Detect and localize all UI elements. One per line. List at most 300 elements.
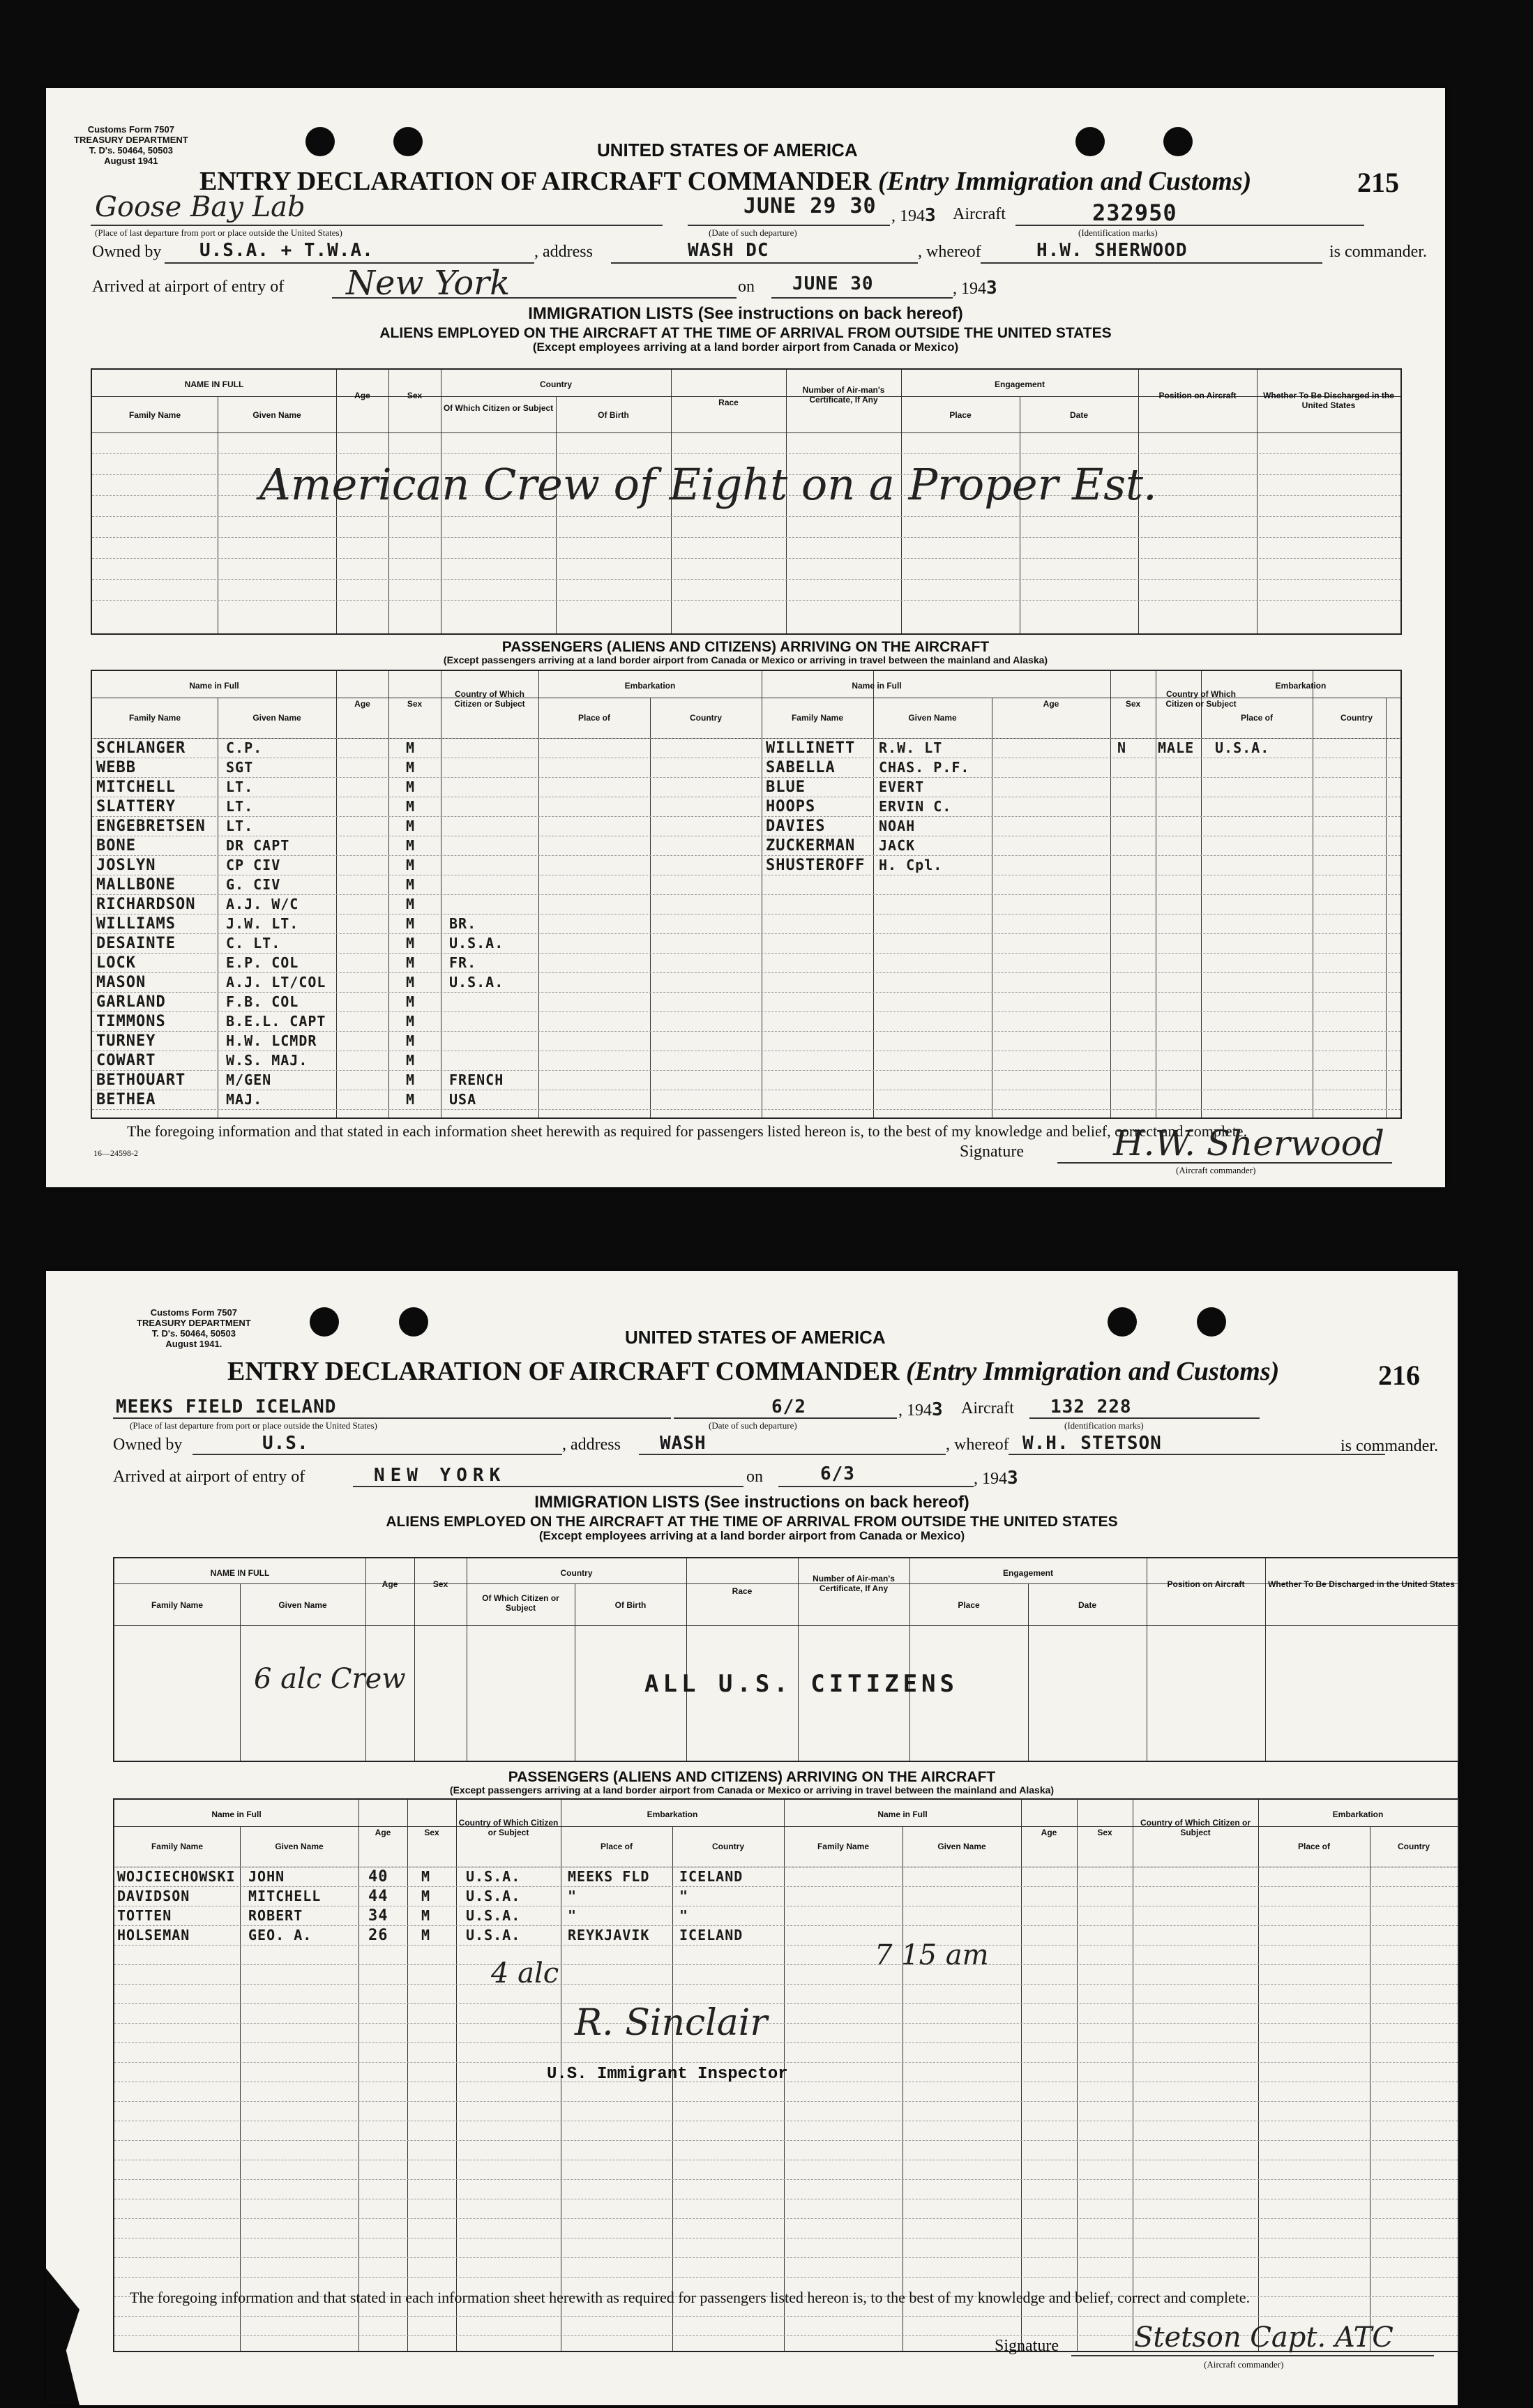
passenger-sex: M	[406, 876, 416, 893]
row-divider	[92, 953, 1400, 954]
row-divider	[114, 1886, 1458, 1887]
passenger-sex: M	[406, 759, 416, 776]
passenger-given-name: EVERT	[879, 778, 925, 795]
commander-name: H.W. SHERWOOD	[1036, 240, 1188, 261]
p-col-name-in-full: Name in Full	[189, 681, 239, 691]
p-col-given-2: Given Name	[937, 1842, 986, 1851]
p-col-place-2: Place of	[1297, 1842, 1331, 1851]
is-commander-label: is commander.	[1329, 243, 1427, 261]
form-title-paren: (Entry Immigration and Customs)	[905, 1357, 1280, 1386]
passenger-embark-country: ICELAND	[679, 1868, 743, 1885]
row-divider	[92, 972, 1400, 973]
aircraft-caption: (Identification marks)	[1064, 1420, 1144, 1431]
passenger-given-name: LT.	[226, 818, 254, 834]
row-divider	[114, 2257, 1458, 2258]
passenger-family-name: WILLINETT	[766, 739, 856, 757]
p-col-name-in-full-2: Name in Full	[877, 1809, 928, 1819]
passenger-family-name: JOSLYN	[96, 857, 156, 874]
passenger-sex: M	[406, 778, 416, 795]
col-name-in-full: NAME IN FULL	[184, 379, 244, 389]
passenger-sex: M	[406, 1091, 416, 1108]
passenger-family-name: DAVIDSON	[117, 1888, 190, 1904]
col-date: Date	[1069, 410, 1088, 420]
passenger-age: 26	[368, 1927, 388, 1944]
department: TREASURY DEPARTMENT	[74, 135, 188, 145]
passenger-age: N	[1117, 739, 1127, 756]
address-label: , address	[534, 243, 593, 261]
p-col-sex-2: Sex	[1125, 699, 1141, 709]
p-col-name-in-full: Name in Full	[211, 1809, 262, 1819]
form-title	[227, 1356, 1279, 1387]
page-number: 216	[1378, 1360, 1420, 1391]
passenger-family-name: DAVIES	[766, 818, 826, 835]
address-value: WASH DC	[688, 240, 769, 261]
passenger-sex: M	[406, 993, 416, 1010]
row-divider	[114, 2101, 1458, 2102]
aircraft-id: 232950	[1092, 200, 1177, 226]
aliens-note-citizens: ALL U.S. CITIZENS	[644, 1670, 958, 1698]
col-race: Race	[718, 398, 739, 407]
punch-hole	[1197, 1307, 1226, 1337]
form-identifier	[137, 1307, 251, 1349]
p-col-age: Age	[375, 1828, 391, 1837]
on-label: on	[746, 1468, 763, 1486]
year-label	[898, 1399, 944, 1420]
owned-by-label: Owned by	[92, 243, 162, 261]
year-prefix: , 194	[898, 1401, 932, 1420]
p-col-given-2: Given Name	[908, 713, 957, 723]
row-divider	[114, 2140, 1458, 2141]
col-name-in-full: NAME IN FULL	[210, 1568, 270, 1578]
row-divider	[114, 2062, 1458, 2063]
form-title-main: ENTRY DECLARATION OF AIRCRAFT COMMANDER	[227, 1357, 900, 1386]
form-title	[199, 166, 1251, 197]
passenger-embark-place: "	[568, 1907, 577, 1924]
owned-by-label: Owned by	[113, 1436, 183, 1454]
is-commander-label: is commander.	[1341, 1437, 1438, 1455]
arrived-airport: New York	[346, 264, 511, 303]
p-col-embarkation-2: Embarkation	[1275, 681, 1327, 691]
footer-statement: The foregoing information and that stated in each information sheet herewith as required for passengers listed hereon is, to the best of my knowledge and belief, correct and complete.	[130, 2289, 1251, 2306]
col-citizen: Of Which Citizen or Subject	[443, 403, 554, 413]
passengers-table	[113, 1798, 1459, 2352]
passenger-sex: M	[406, 857, 416, 873]
col-race: Race	[732, 1586, 753, 1596]
passenger-given-name: LT.	[226, 798, 254, 815]
col-position: Position on Aircraft	[1167, 1579, 1245, 1589]
passenger-citizenship: FRENCH	[449, 1071, 504, 1088]
passenger-family-name: GARLAND	[96, 993, 166, 1011]
passenger-given-name: A.J. LT/COL	[226, 974, 326, 991]
passenger-sex: M	[406, 954, 416, 971]
passenger-given-name: CP CIV	[226, 857, 281, 873]
form-number: Customs Form 7507	[87, 124, 174, 135]
form-date: August 1941	[104, 156, 158, 166]
row-divider	[114, 2042, 1458, 2043]
inspector-title: U.S. Immigrant Inspector	[547, 2065, 788, 2084]
col-place: Place	[949, 410, 972, 420]
form-date: August 1941.	[165, 1339, 222, 1349]
p-col-family: Family Name	[128, 713, 181, 723]
passenger-family-name: SHUSTEROFF	[766, 857, 866, 874]
country-title: UNITED STATES OF AMERICA	[597, 140, 858, 160]
departure-date: JUNE 29 30	[743, 194, 877, 218]
passenger-given-name: MAJ.	[226, 1091, 263, 1108]
passenger-sex: M	[406, 798, 416, 815]
passenger-citizenship: U.S.A.	[466, 1888, 521, 1904]
p-col-given: Given Name	[252, 713, 301, 723]
address-label: , address	[562, 1436, 621, 1454]
passenger-family-name: COWART	[96, 1052, 156, 1069]
row-divider	[92, 1011, 1400, 1012]
passenger-given-name: H.W. LCMDR	[226, 1032, 317, 1049]
arrived-airport: NEW YORK	[374, 1465, 506, 1486]
passenger-family-name: MALLBONE	[96, 876, 176, 894]
p-col-sex: Sex	[424, 1828, 439, 1837]
arrived-year-digit: 3	[1007, 1468, 1019, 1489]
whereof-label: , whereof	[946, 1436, 1009, 1454]
year-label	[891, 205, 937, 226]
place-of-departure: Goose Bay Lab	[95, 191, 305, 223]
row-divider	[92, 933, 1400, 934]
td-numbers: T. D's. 50464, 50503	[89, 145, 173, 156]
passenger-family-name: RICHARDSON	[96, 896, 196, 913]
p-col-citizen: Country of Which Citizen or Subject	[458, 1818, 559, 1837]
col-birth: Of Birth	[598, 410, 629, 420]
row-divider	[114, 2023, 1458, 2024]
col-age: Age	[382, 1579, 398, 1589]
p-col-sex: Sex	[407, 699, 423, 709]
passenger-embark-country: "	[679, 1907, 689, 1924]
passenger-sex: M	[406, 974, 416, 991]
row-divider	[92, 914, 1400, 915]
col-date: Date	[1078, 1600, 1096, 1610]
p-col-country-2: Country	[1341, 713, 1373, 723]
passenger-family-name: ENGEBRETSEN	[96, 818, 206, 835]
row-divider	[92, 1109, 1400, 1110]
p-col-country-2: Country	[1398, 1842, 1430, 1851]
passenger-given-name: LT.	[226, 778, 254, 795]
immigration-lists-heading: IMMIGRATION LISTS (See instructions on back hereof)	[534, 1493, 969, 1512]
row-divider	[114, 2003, 1458, 2004]
passenger-family-name: SCHLANGER	[96, 739, 186, 757]
passenger-embark-country: "	[679, 1888, 689, 1904]
aircraft-label: Aircraft	[961, 1399, 1014, 1417]
passenger-citizenship: FR.	[449, 954, 477, 971]
row-divider	[92, 777, 1400, 778]
passengers-table	[91, 670, 1402, 1119]
passenger-family-name: TOTTEN	[117, 1907, 172, 1924]
passengers-subheading: (Except passengers arriving at a land border airport from Canada or Mexico or arriving in travel between the mainland and Alaska)	[449, 1784, 1055, 1796]
date-caption: (Date of such departure)	[709, 1420, 797, 1431]
signature-caption: (Aircraft commander)	[1176, 1165, 1256, 1175]
passenger-citizenship: U.S.A.	[449, 974, 504, 991]
passenger-given-name: JOHN	[248, 1868, 285, 1885]
passenger-given-name: GEO. A.	[248, 1927, 312, 1943]
col-position: Position on Aircraft	[1158, 391, 1237, 400]
passenger-family-name: TIMMONS	[96, 1013, 166, 1030]
arrived-date: JUNE 30	[792, 273, 874, 294]
passenger-sex: M	[406, 915, 416, 932]
passenger-given-name: C. LT.	[226, 935, 281, 951]
p-col-citizen-2: Country of Which Citizen or Subject	[1165, 689, 1237, 709]
p-col-country: Country	[712, 1842, 744, 1851]
torn-edge	[46, 2268, 80, 2405]
form-title-paren: (Entry Immigration and Customs)	[877, 167, 1252, 196]
print-code: 16—24598-2	[93, 1148, 138, 1158]
p-col-place-2: Place of	[1240, 713, 1274, 723]
passenger-citizenship: U.S.A.	[466, 1927, 521, 1943]
p-col-embarkation: Embarkation	[647, 1809, 698, 1819]
row-divider	[92, 894, 1400, 895]
passenger-given-name: SGT	[226, 759, 254, 776]
passenger-given-name: R.W. LT	[879, 739, 943, 756]
date-caption: (Date of such departure)	[709, 227, 797, 238]
arrived-label: Arrived at airport of entry of	[92, 278, 285, 296]
aliens-note-crew: 6 alc Crew	[254, 1663, 406, 1695]
col-place: Place	[958, 1600, 980, 1610]
arrived-year-prefix: , 194	[974, 1470, 1007, 1488]
col-family-name: Family Name	[151, 1600, 204, 1610]
p-col-citizen-2: Country of Which Citizen or Subject	[1140, 1818, 1251, 1837]
col-citizen: Of Which Citizen or Subject	[482, 1593, 559, 1613]
passenger-given-name: M/GEN	[226, 1071, 272, 1088]
punch-hole	[393, 127, 423, 156]
inspection-time: 7 15 am	[875, 1939, 989, 1971]
department: TREASURY DEPARTMENT	[137, 1318, 251, 1328]
passengers-heading: PASSENGERS (ALIENS AND CITIZENS) ARRIVING ON THE AIRCRAFT	[508, 1769, 996, 1785]
p-col-family-2: Family Name	[791, 713, 844, 723]
passenger-sex: M	[406, 837, 416, 854]
row-divider	[92, 1070, 1400, 1071]
p-col-given: Given Name	[275, 1842, 324, 1851]
passenger-family-name: BETHOUART	[96, 1071, 186, 1089]
passenger-family-name: WEBB	[96, 759, 136, 776]
passenger-family-name: WOJCIECHOWSKI	[117, 1868, 236, 1885]
row-divider	[114, 2179, 1458, 2180]
row-divider	[92, 992, 1400, 993]
declaration-sheet-215	[46, 88, 1445, 1187]
passenger-given-name: C.P.	[226, 739, 263, 756]
col-sex: Sex	[407, 391, 423, 400]
col-family-name: Family Name	[128, 410, 181, 420]
passenger-sex: M	[406, 1013, 416, 1030]
passenger-age: 40	[368, 1868, 388, 1886]
passenger-embark-place: MEEKS FLD	[568, 1868, 650, 1885]
row-divider	[114, 1964, 1458, 1965]
place-caption: (Place of last departure from port or place outside the United States)	[95, 227, 342, 238]
passenger-age: 44	[368, 1888, 388, 1905]
commander-signature: H.W. Sherwood	[1113, 1123, 1384, 1164]
inspector-signature: R. Sinclair	[575, 2002, 768, 2044]
p-col-age-2: Age	[1041, 1828, 1057, 1837]
passenger-sex: M	[421, 1888, 431, 1904]
aircraft-label: Aircraft	[953, 205, 1006, 223]
passenger-given-name: W.S. MAJ.	[226, 1052, 308, 1069]
col-country: Country	[540, 379, 572, 389]
form-number: Customs Form 7507	[150, 1307, 237, 1318]
row-divider	[114, 1925, 1458, 1926]
col-given-name: Given Name	[278, 1600, 327, 1610]
aliens-subheading: (Except employees arriving at a land border airport from Canada or Mexico)	[532, 340, 959, 354]
arrived-year	[953, 278, 998, 299]
col-birth: Of Birth	[614, 1600, 647, 1610]
passenger-sex: M	[406, 935, 416, 951]
passenger-given-name: F.B. COL	[226, 993, 299, 1010]
col-age: Age	[354, 391, 370, 400]
p-col-age-2: Age	[1043, 699, 1059, 709]
punch-hole	[305, 127, 335, 156]
row-divider	[114, 1984, 1458, 1985]
col-given-name: Given Name	[252, 410, 301, 420]
footer-statement: The foregoing information and that stated in each information sheet herewith as required for passengers listed hereon is, to the best of my knowledge and belief, correct and complete.	[127, 1122, 1248, 1140]
aliens-heading: ALIENS EMPLOYED ON THE AIRCRAFT AT THE TIME OF ARRIVAL FROM OUTSIDE THE UNITED STATES	[379, 325, 1112, 341]
passenger-family-name: TURNEY	[96, 1032, 156, 1050]
aliens-heading: ALIENS EMPLOYED ON THE AIRCRAFT AT THE TIME OF ARRIVAL FROM OUTSIDE THE UNITED STATES	[386, 1514, 1118, 1530]
passenger-family-name: BETHEA	[96, 1091, 156, 1108]
departure-date: 6/2	[771, 1397, 806, 1417]
passenger-age: 34	[368, 1907, 388, 1925]
p-col-name-in-full-2: Name in Full	[852, 681, 902, 691]
col-sex: Sex	[432, 1579, 448, 1589]
aliens-table	[91, 368, 1402, 635]
passenger-family-name: HOLSEMAN	[117, 1927, 190, 1943]
year-digit: 3	[932, 1399, 944, 1420]
signature-caption: (Aircraft commander)	[1204, 2359, 1284, 2370]
passenger-citizenship: U.S.A.	[1215, 739, 1270, 756]
p-col-citizen: Country of Which Citizen or Subject	[454, 689, 525, 709]
col-certificate: Number of Air-man's Certificate, If Any	[813, 1574, 895, 1593]
address-value: WASH	[660, 1433, 707, 1454]
passenger-sex: M	[406, 896, 416, 912]
p-col-family-2: Family Name	[817, 1842, 870, 1851]
passenger-family-name: SABELLA	[766, 759, 836, 776]
passenger-sex: M	[421, 1868, 431, 1885]
passenger-citizenship: U.S.A.	[449, 935, 504, 951]
row-divider	[92, 855, 1400, 856]
passenger-given-name: CHAS. P.F.	[879, 759, 970, 776]
p-col-place: Place of	[577, 713, 611, 723]
passenger-family-name: WILLIAMS	[96, 915, 176, 933]
place-of-departure: MEEKS FIELD ICELAND	[116, 1397, 337, 1417]
aliens-handwritten-note: American Crew of Eight on a Proper Est.	[259, 459, 1157, 510]
td-numbers: T. D's. 50464, 50503	[151, 1328, 236, 1339]
crew-annotation: 4 alc	[491, 1957, 559, 1989]
passenger-given-name: A.J. W/C	[226, 896, 299, 912]
passenger-given-name: DR CAPT	[226, 837, 290, 854]
immigration-lists-heading: IMMIGRATION LISTS (See instructions on back hereof)	[528, 304, 963, 323]
passenger-given-name: ERVIN C.	[879, 798, 952, 815]
p-col-country: Country	[690, 713, 722, 723]
passenger-sex: M	[406, 1032, 416, 1049]
passenger-family-name: BONE	[96, 837, 136, 855]
year-prefix: , 194	[891, 207, 925, 225]
commander-signature: Stetson Capt. ATC	[1134, 2322, 1394, 2354]
passenger-family-name: HOOPS	[766, 798, 816, 815]
arrived-year-prefix: , 194	[953, 280, 986, 298]
punch-hole	[310, 1307, 339, 1337]
passenger-citizenship: BR.	[449, 915, 477, 932]
passenger-given-name: ROBERT	[248, 1907, 303, 1924]
passenger-family-name: BLUE	[766, 778, 806, 796]
passenger-family-name: ZUCKERMAN	[766, 837, 856, 855]
punch-hole	[1075, 127, 1105, 156]
signature-label: Signature	[960, 1143, 1024, 1161]
row-divider	[114, 2316, 1458, 2317]
passenger-sex: M	[421, 1907, 431, 1924]
passenger-family-name: MASON	[96, 974, 146, 991]
passenger-given-name: MITCHELL	[248, 1888, 322, 1904]
arrived-label: Arrived at airport of entry of	[113, 1468, 305, 1486]
owned-by-value: U.S.A. + T.W.A.	[199, 240, 374, 261]
declaration-sheet-216	[46, 1271, 1458, 2405]
passenger-family-name: MITCHELL	[96, 778, 176, 796]
passenger-sex: M	[406, 1071, 416, 1088]
passenger-citizenship: USA	[449, 1091, 477, 1108]
aircraft-caption: (Identification marks)	[1078, 227, 1158, 238]
passenger-given-name: E.P. COL	[226, 954, 299, 971]
aliens-subheading: (Except employees arriving at a land border airport from Canada or Mexico)	[538, 1529, 965, 1542]
arrived-year-digit: 3	[986, 278, 998, 299]
commander-name: W.H. STETSON	[1022, 1433, 1162, 1454]
passenger-sex: MALE	[1158, 739, 1195, 756]
signature-label: Signature	[995, 2337, 1059, 2355]
passenger-given-name: JACK	[879, 837, 916, 854]
passenger-family-name: LOCK	[96, 954, 136, 972]
p-col-embarkation-2: Embarkation	[1332, 1809, 1384, 1819]
row-divider	[92, 738, 1400, 739]
punch-hole	[1108, 1307, 1137, 1337]
place-caption: (Place of last departure from port or place outside the United States)	[130, 1420, 377, 1431]
passenger-embark-country: ICELAND	[679, 1927, 743, 1943]
row-divider	[92, 816, 1400, 817]
passenger-sex: M	[406, 739, 416, 756]
row-divider	[114, 2277, 1458, 2278]
row-divider	[114, 1945, 1458, 1946]
passenger-family-name: SLATTERY	[96, 798, 176, 815]
passenger-embark-place: "	[568, 1888, 577, 1904]
whereof-label: , whereof	[918, 243, 981, 261]
col-country: Country	[560, 1568, 593, 1578]
p-col-place: Place of	[600, 1842, 633, 1851]
p-col-sex-2: Sex	[1097, 1828, 1112, 1837]
aliens-table	[113, 1557, 1459, 1762]
passengers-subheading: (Except passengers arriving at a land border airport from Canada or Mexico or arriving in travel between the mainland and Alaska)	[443, 654, 1048, 665]
passenger-citizenship: U.S.A.	[466, 1907, 521, 1924]
p-col-family: Family Name	[151, 1842, 204, 1851]
aircraft-id: 132 228	[1050, 1397, 1132, 1417]
passenger-sex: M	[406, 1052, 416, 1069]
owned-by-value: U.S.	[262, 1433, 309, 1454]
passenger-sex: M	[406, 818, 416, 834]
passengers-heading: PASSENGERS (ALIENS AND CITIZENS) ARRIVING ON THE AIRCRAFT	[501, 639, 990, 655]
passenger-family-name: DESAINTE	[96, 935, 176, 952]
passenger-citizenship: U.S.A.	[466, 1868, 521, 1885]
on-label: on	[738, 278, 755, 296]
col-discharged: Whether To Be Discharged in the United States	[1263, 391, 1394, 410]
passenger-given-name: J.W. LT.	[226, 915, 299, 932]
country-title: UNITED STATES OF AMERICA	[625, 1327, 886, 1348]
passenger-given-name: B.E.L. CAPT	[226, 1013, 326, 1030]
col-certificate: Number of Air-man's Certificate, If Any	[802, 385, 885, 405]
passenger-given-name: NOAH	[879, 818, 916, 834]
passenger-given-name: G. CIV	[226, 876, 281, 893]
p-col-age: Age	[354, 699, 370, 709]
row-divider	[114, 2218, 1458, 2219]
passenger-given-name: H. Cpl.	[879, 857, 943, 873]
col-engagement: Engagement	[1002, 1568, 1053, 1578]
form-title-main: ENTRY DECLARATION OF AIRCRAFT COMMANDER	[199, 167, 872, 196]
